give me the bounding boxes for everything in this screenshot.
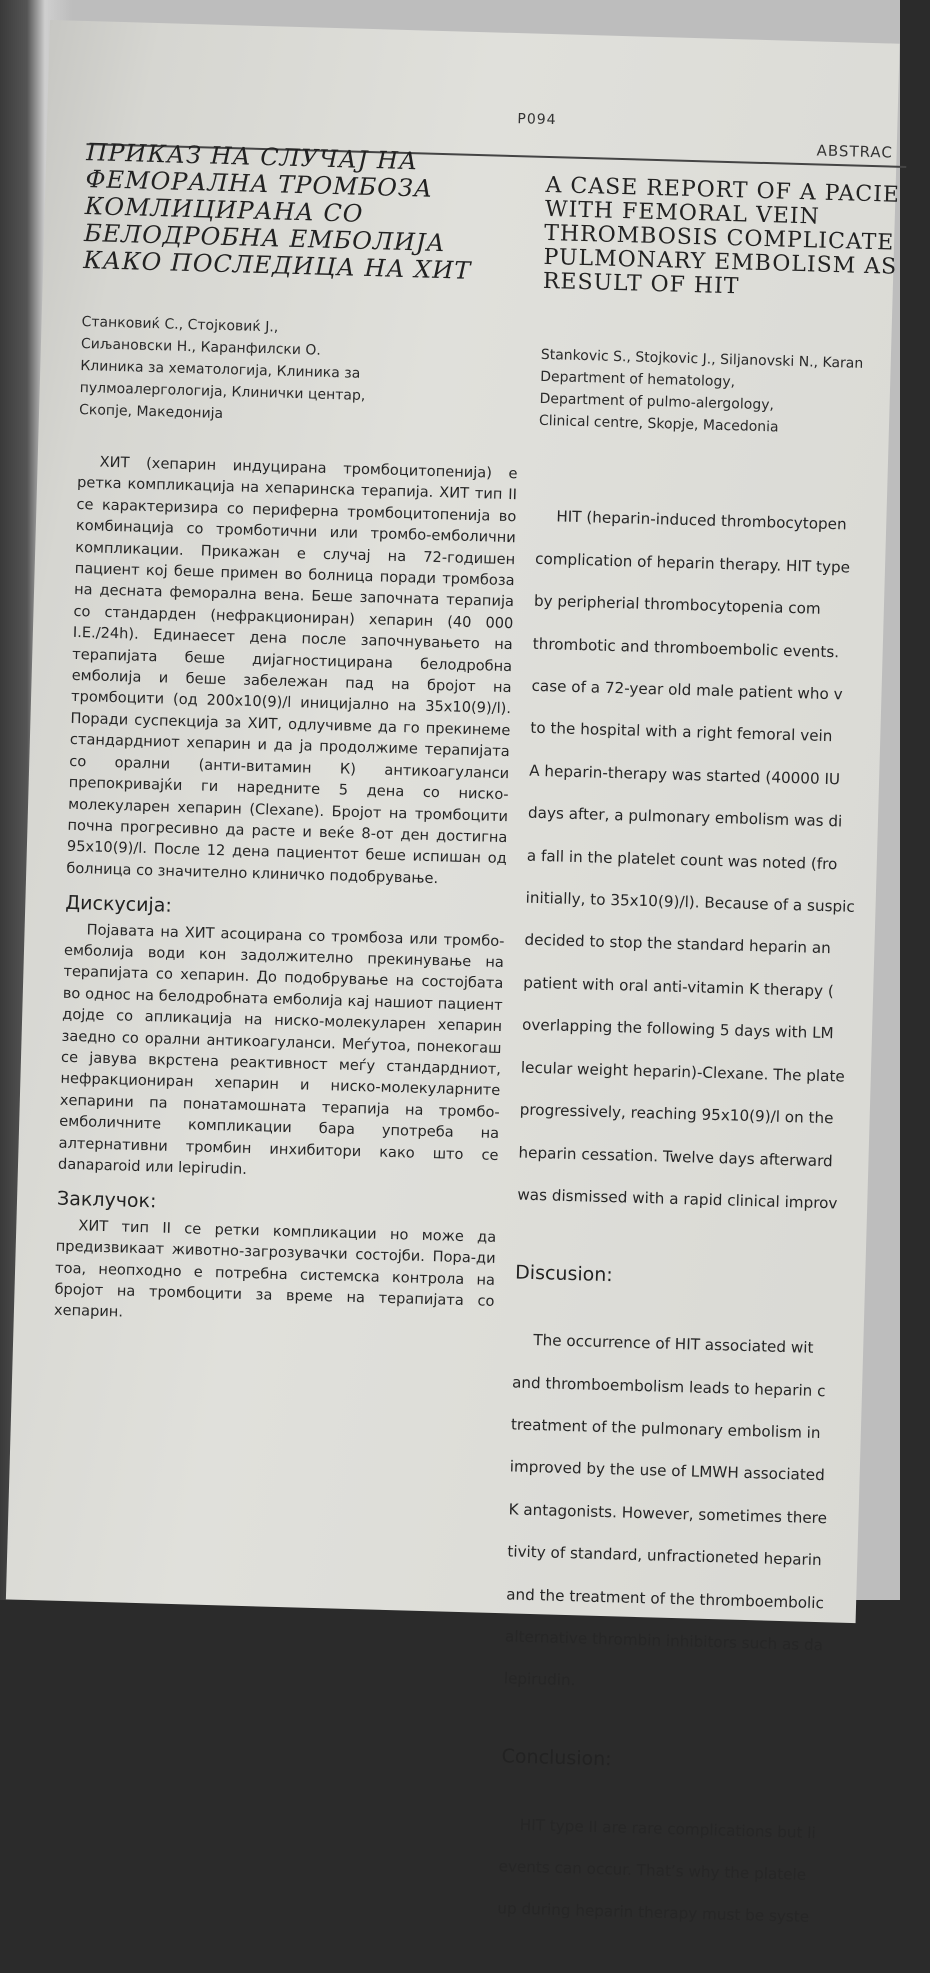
text-line: by peripherial thrombocytopenia com (533, 591, 821, 618)
text-line: up during heparin therapy must be syste (497, 1899, 810, 1927)
author-line: Stankovic S., Stojkovic J., Siljanovski N., Karan (540, 346, 864, 372)
abstract-body: ХИТ (хепарин индуцирана тромбоцитопенија) е ретка компликација на хепаринска терапија. ХИТ тип II се карактеризира со периферна тромбоцитопенија во комбинација со тромботични или тромбо-емболични компликации. Прикажан е случај на 72-годишен пациент кој беше примен во болница поради тромбоза на десната феморална вена. Беше започната терапија со стандарден (нефракциониран) хепарин (40 000 I.E./24h). Единаесет дена после започнувањето на терапијата беше дијагностицирана белодробна емболија и беше забележан пад на бројот на тромбоцити (од 200x10(9)/l иницијално на 35x10(9)/l). Поради суспекција за ХИТ, одлучивме да го прекинеме стандардниот хепарин и да ја продолжиме терапијата со орални (анти-витамин К) антикоагуланси препокривајќи ги наредните 5 дена со ниско-молекуларен хепарин (Clexane). Бројот на тромбоцити почна прогресивно да расте и веќе 8-от ден достигна 95x10(9)/l. После 12 дена пациентот беше испишан од болница со значително клиничко подобрување. (66, 453, 518, 887)
discussion-heading: Discusion: (514, 1260, 614, 1286)
text-line: A heparin-therapy was started (40000 IU (528, 761, 841, 789)
affiliation-line: пулмоалергологија, Клинички центар, (79, 379, 366, 404)
text-line: lepirudin. (503, 1669, 576, 1690)
text-line: improved by the use of LMWH associated (509, 1457, 826, 1485)
text-line: patient with oral anti-vitamin K therapy ( (523, 973, 835, 1001)
authors-english (539, 344, 921, 443)
affiliation-line: Clinical centre, Skopje, Macedonia (538, 412, 779, 436)
section-label: ABSTRAC (816, 141, 894, 162)
text-line: thrombotic and thromboembolic events. (532, 634, 840, 661)
abstract-english (496, 464, 918, 1973)
abstract-body (516, 485, 917, 1237)
text-line: case of a 72-year old male patient who v (531, 676, 843, 704)
discussion-heading: Дискусија: (65, 891, 173, 917)
conclusion-heading: Conclusion: (501, 1745, 612, 1771)
text-line: days after, a pulmonary embolism was di (527, 803, 843, 831)
affiliation-line: Скопје, Македонија (78, 401, 224, 422)
page-number: P094 (517, 111, 557, 129)
text-line: tivity of standard, unfractioneted heparin (507, 1542, 822, 1570)
title-macedonian: ПРИКАЗ НА СЛУЧАЈ НА ФЕМОРАЛНА ТРОМБОЗА КОМЛИЦИРАНА СО БЕЛОДРОБНА ЕМБОЛИЈА КАКО ПОСЛЕДИЦА НА ХИТ (82, 138, 472, 285)
text-line: K antagonists. However, sometimes there (508, 1500, 828, 1528)
text-line: and thromboembolism leads to heparin c (511, 1372, 826, 1400)
discussion-body: Појавата на ХИТ асоцирана со тромбоза или тромбо-емболија води кон задолжително прекинување на терапијата со хепарин. До подобрување на состојбата во однос на белодробната емболија кај нашиот пациент дојде со апликација на ниско-молекуларен хепарин заедно со орални антикоагуланси. Меѓутоа, понекогаш се јавува вкрстена реактивност меѓу стандардниот, нефракциониран хепарин и ниско-молекуларните хепарини па понатамошната терапија на тромбо-емболичните компликации бара употреба на алтернативни тромбин инхибитори како што се danaparoid или lepirudin. (57, 920, 505, 1178)
affiliation-line: Клиника за хематологија, Клиника за (80, 357, 361, 382)
affiliation-line: Department of hematology, (540, 368, 736, 391)
text-line: HIT type II are rare complications but li (519, 1815, 816, 1842)
affiliation-line: Department of pulmo-alergology, (539, 390, 775, 414)
text-line: decided to stop the standard heparin an (524, 931, 832, 958)
text-line: The occurrence of HIT associated wit (533, 1331, 814, 1357)
text-line: overlapping the following 5 days with LM (521, 1015, 834, 1043)
title-english: A CASE REPORT OF A PACIE WITH FEMORAL VEIN THROMBOSIS COMPLICATE PULMONARY EMBOLISM AS RESULT OF HIT (542, 172, 901, 300)
conclusion-body (497, 1793, 881, 1952)
text-line: HIT (heparin-induced thrombocytopen (556, 507, 847, 534)
text-line: was dismissed with a rapid clinical improv (517, 1185, 838, 1213)
author-line: Сиљановски Н., Каранфилски О. (80, 335, 322, 359)
text-line: lecular weight heparin)-Clexane. The plate (520, 1058, 846, 1086)
book-page (6, 20, 901, 1927)
text-line: progressively, reaching 95x10(9)/l on the (519, 1100, 834, 1128)
text-line: a fall in the platelet count was noted (fro (526, 846, 838, 873)
text-line: events can occur. That’s why the platele (498, 1857, 807, 1884)
text-line: to the hospital with a right femoral vein (530, 719, 833, 746)
discussion-body (503, 1308, 894, 1721)
text-line: complication of heparin therapy. HIT type (534, 549, 851, 577)
text-line: alternative thrombin inhibitors such as da (504, 1627, 824, 1655)
authors-macedonian (79, 311, 522, 433)
text-line: treatment of the pulmonary embolism in (510, 1415, 821, 1442)
author-line: Станковиќ С., Стојковиќ Ј., (81, 314, 279, 336)
abstract-macedonian (54, 451, 518, 1334)
conclusion-heading: Заклучок: (56, 1188, 157, 1213)
text-line: and the treatment of the thromboembolic (505, 1584, 825, 1612)
conclusion-body: ХИТ тип II се ретки компликации но може да предизвикаат животно-загрозувачки состојби. Пора-ди тоа, неопходно е потребна системска контрола на бројот на тромбоцити за време на терапијата со хепарин. (53, 1217, 497, 1321)
text-line: initially, to 35x10(9)/l). Because of a suspic (525, 888, 855, 916)
text-line: heparin cessation. Twelve days afterward (518, 1143, 833, 1170)
